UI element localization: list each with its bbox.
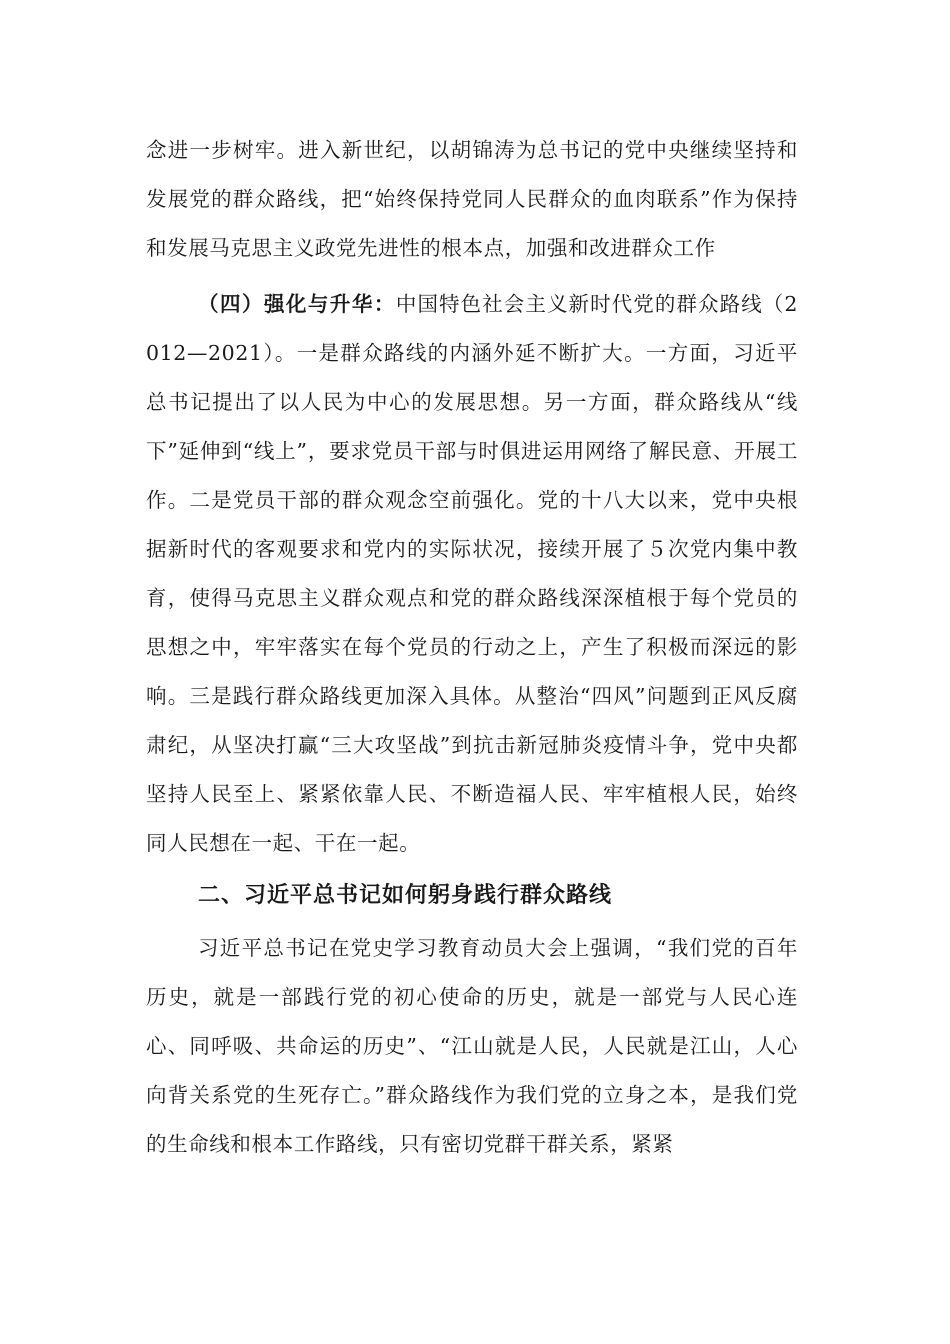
paragraph-section-four [146, 280, 798, 868]
section-four-lead: （四）强化与升华： [198, 292, 396, 316]
document-page [146, 126, 798, 1169]
section-four-body: 中国特色社会主义新时代党的群众路线（2012—2021）。一是群众路线的内涵外延不断扩大。一方面，习近平总书记提出了以人民为中心的发展思想。另一方面，群众路线从“线下”延伸到“线上”，要求党员干部与时俱进运用网络了解民意、开展工作。二是党员干部的群众观念空前强化。党的十八大以来，党中央根据新时代的客观要求和党内的实际状况，接续开展了５次党内集中教育，使得马克思主义群众观点和党的群众路线深深植根于每个党员的思想之中，牢牢落实在每个党员的行动之上，产生了积极而深远的影响。三是践行群众路线更加深入具体。从整治“四风”问题到正风反腐肃纪，从坚决打赢“三大攻坚战”到抗击新冠肺炎疫情斗争，党中央都坚持人民至上、紧紧依靠人民、不断造福人民、牢牢植根人民，始终同人民想在一起、干在一起。 [146, 292, 798, 855]
section-heading-two: 二、习近平总书记如何躬身践行群众路线 [198, 883, 613, 908]
paragraph-continuation: 念进一步树牢。进入新世纪，以胡锦涛为总书记的党中央继续坚持和发展党的群众路线，把“始终保持党同人民群众的血肉联系”作为保持和发展马克思主义政党先进性的根本点，加强和改进群众工作 [146, 138, 798, 260]
paragraph-section-two-intro: 习近平总书记在党史学习教育动员大会上强调，“我们党的百年历史，就是一部践行党的初心使命的历史，就是一部党与人民心连心、同呼吸、共命运的历史”、“江山就是人民，人民就是江山，人心向背关系党的生死存亡。”群众路线作为我们党的立身之本，是我们党的生命线和根本工作路线，只有密切党群干群关系，紧紧 [146, 936, 798, 1156]
